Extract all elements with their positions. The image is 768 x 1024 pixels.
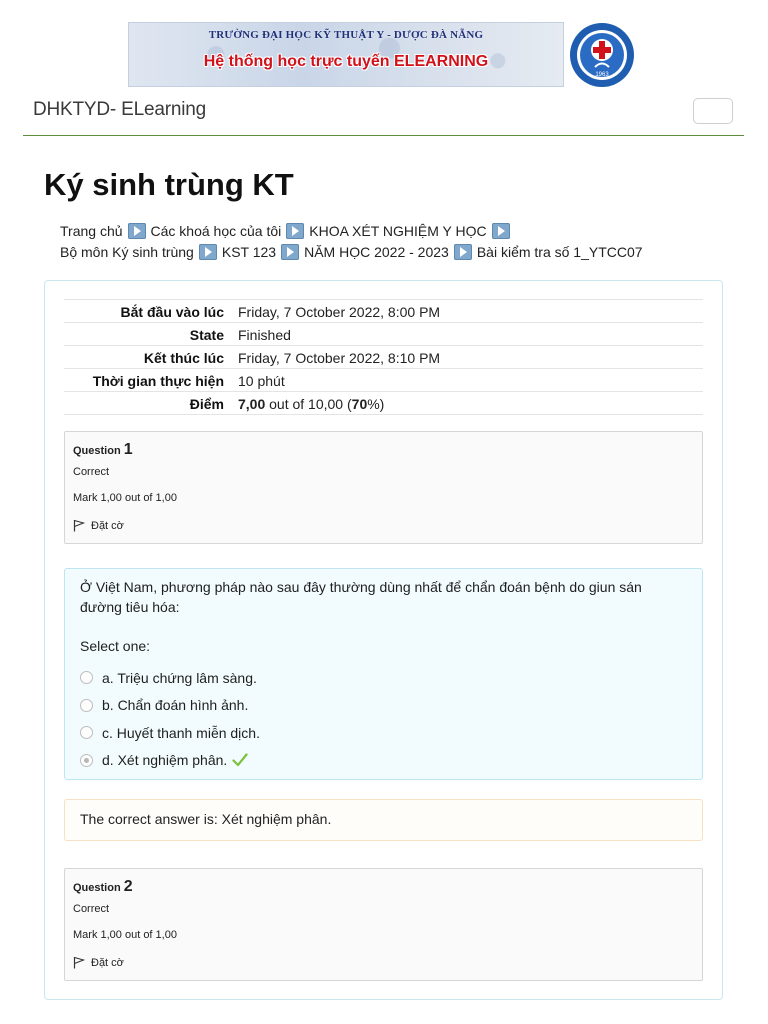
flag-question-button[interactable] — [73, 519, 124, 532]
play-arrow-icon — [281, 244, 299, 260]
grade-tail: %) — [367, 395, 385, 412]
option-label: b. Chẩn đoán hình ảnh. — [102, 697, 249, 714]
grade-value — [232, 392, 703, 415]
summary-value: Finished — [238, 326, 291, 343]
question-number-value: 1 — [123, 441, 133, 458]
banner-headline: Hệ thống học trực tuyến ELEARNING — [203, 53, 489, 70]
answer-options — [80, 664, 260, 774]
breadcrumb-course[interactable]: KST 123 — [221, 244, 277, 260]
flag-label: Đặt cờ — [91, 519, 124, 532]
summary-row-grade — [64, 392, 703, 415]
answer-option-d[interactable] — [80, 747, 260, 775]
breadcrumb — [60, 221, 750, 263]
question-state: Correct — [73, 903, 110, 915]
play-arrow-icon — [454, 244, 472, 260]
question-text: Ở Việt Nam, phương pháp nào sau đây thường dùng nhất để chẩn đoán bệnh do giun sán đường tiêu hóa: — [80, 579, 642, 615]
play-arrow-icon — [492, 223, 510, 239]
select-one-prompt: Select one: — [80, 638, 151, 654]
flag-icon — [73, 519, 85, 532]
summary-row-completed — [64, 346, 703, 369]
answer-option-b[interactable] — [80, 692, 260, 720]
radio-button[interactable] — [80, 671, 93, 684]
breadcrumb-home[interactable]: Trang chủ — [60, 223, 123, 239]
summary-label: Điểm — [189, 395, 224, 412]
correct-answer-text: The correct answer is: Xét nghiệm phân. — [80, 811, 332, 827]
site-banner — [128, 22, 564, 87]
question-2-info — [64, 868, 703, 981]
play-arrow-icon — [128, 223, 146, 239]
grade-score: 7,00 — [238, 395, 266, 412]
breadcrumb-quiz[interactable]: Bài kiểm tra số 1_YTCC07 — [476, 244, 643, 260]
option-label: c. Huyết thanh miễn dịch. — [102, 724, 260, 741]
breadcrumb-my-courses[interactable]: Các khoá học của tôi — [150, 223, 282, 239]
summary-value: 10 phút — [238, 372, 285, 389]
question-mark: Mark 1,00 out of 1,00 — [73, 492, 177, 504]
question-number-value: 2 — [123, 878, 133, 895]
answer-option-a[interactable] — [80, 664, 260, 692]
play-arrow-icon — [286, 223, 304, 239]
nav-menu-toggle-button[interactable] — [693, 98, 733, 124]
summary-value: Friday, 7 October 2022, 8:00 PM — [238, 303, 441, 320]
summary-row-started — [64, 300, 703, 323]
question-1-info — [64, 431, 703, 544]
question-mark: Mark 1,00 out of 1,00 — [73, 929, 177, 941]
play-arrow-icon — [199, 244, 217, 260]
option-label: d. Xét nghiệm phân. — [102, 752, 228, 769]
summary-label: Thời gian thực hiện — [92, 372, 224, 389]
check-icon — [232, 753, 248, 767]
banner-university-name: TRƯỜNG ĐẠI HỌC KỸ THUẬT Y - DƯỢC ĐÀ NẴNG — [208, 29, 484, 41]
radio-button-selected[interactable] — [80, 754, 93, 767]
question-1-formulation — [64, 568, 703, 780]
flag-label: Đặt cờ — [91, 956, 124, 969]
question-number — [73, 441, 133, 459]
answer-option-c[interactable] — [80, 719, 260, 747]
question-label: Question — [73, 445, 121, 457]
breadcrumb-department[interactable]: Bộ môn Ký sinh trùng — [60, 244, 194, 260]
page-title: Ký sinh trùng KT — [44, 167, 294, 202]
flag-icon — [73, 956, 85, 969]
radio-button[interactable] — [80, 726, 93, 739]
summary-label: Kết thúc lúc — [143, 349, 224, 366]
grade-out-of: out of 10,00 ( — [265, 395, 352, 412]
quiz-summary-table — [64, 299, 703, 415]
question-number — [73, 878, 133, 896]
question-state: Correct — [73, 466, 110, 478]
summary-row-duration — [64, 369, 703, 392]
navbar-divider — [23, 135, 744, 136]
summary-label: Bắt đầu vào lúc — [120, 303, 224, 320]
grade-percent: 70 — [351, 395, 368, 412]
breadcrumb-faculty[interactable]: KHOA XÉT NGHIỆM Y HỌC — [309, 223, 487, 239]
flag-question-button[interactable] — [73, 956, 124, 969]
site-brand-link[interactable]: DHKTYD- ELearning — [33, 99, 206, 120]
university-seal-logo — [569, 22, 635, 88]
summary-value: Friday, 7 October 2022, 8:10 PM — [238, 349, 441, 366]
radio-button[interactable] — [80, 699, 93, 712]
question-label: Question — [73, 882, 121, 894]
summary-row-state — [64, 323, 703, 346]
breadcrumb-school-year[interactable]: NĂM HỌC 2022 - 2023 — [304, 244, 449, 260]
option-label: a. Triệu chứng lâm sàng. — [102, 669, 257, 686]
summary-label: State — [189, 326, 224, 343]
seal-year: 1963 — [595, 72, 609, 78]
question-1-feedback — [64, 799, 703, 841]
